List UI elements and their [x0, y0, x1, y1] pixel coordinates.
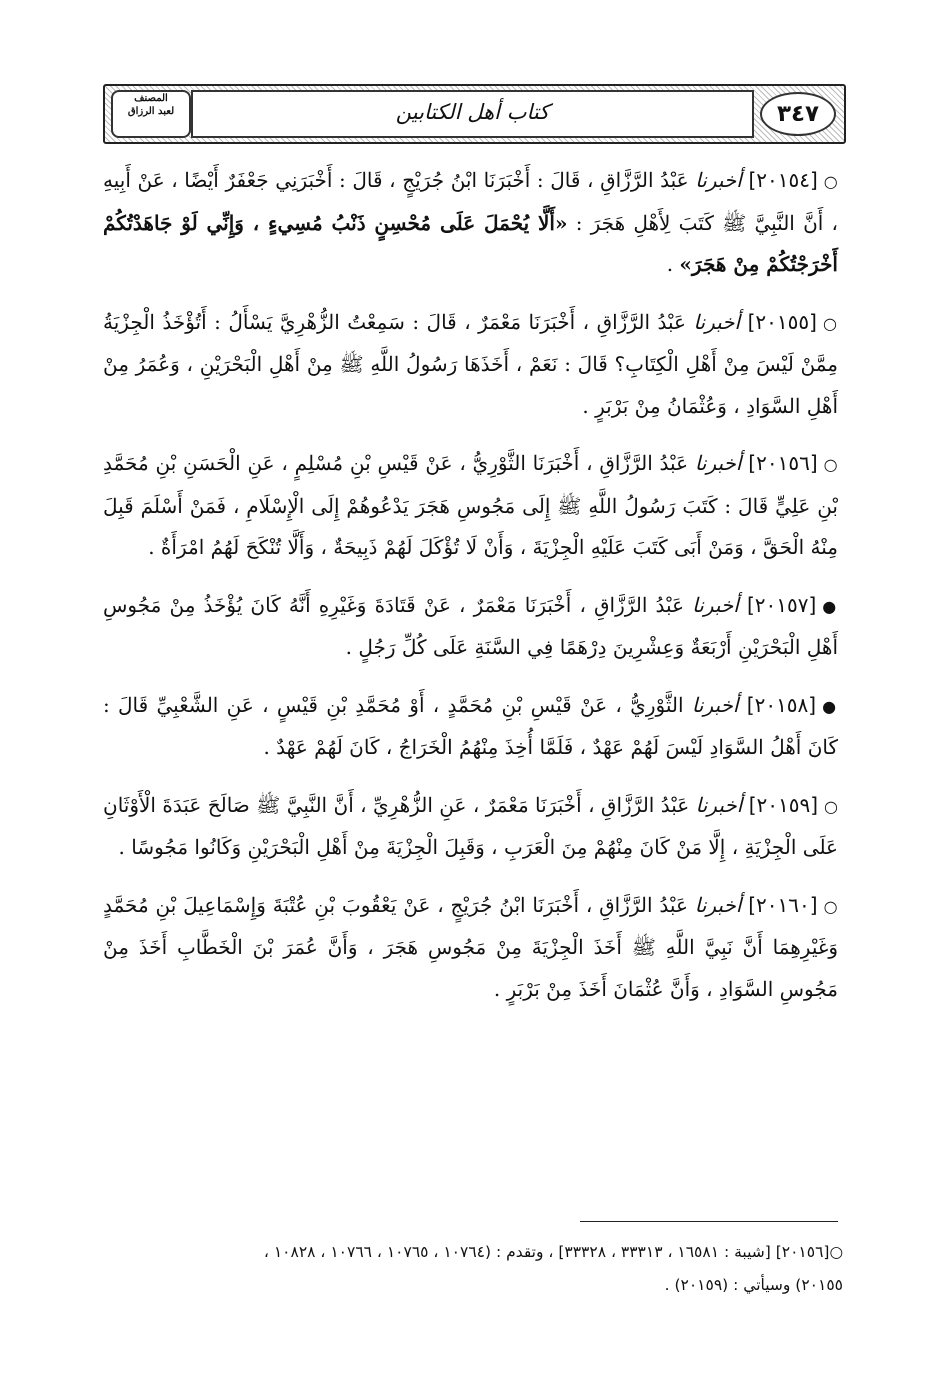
- hadith-number: [٢٠١٥٩]: [748, 792, 819, 817]
- hadith-marker: ○: [823, 172, 839, 191]
- hadith-quote: «أَلَّا يُحْمَلَ عَلَى مُحْسِنٍ ذَنْبُ مُسِيءٍ ، وَإِنِّي لَوْ جَاهَدْتُكُمْ أَخْرَجْتُكُمْ مِنْ هَجَرَ»: [103, 210, 838, 276]
- hadith-20155: [103, 302, 838, 428]
- hadith-20160: [103, 885, 838, 1011]
- hadith-20154: [103, 160, 838, 286]
- hadith-text: الثَّوْرِيُّ ، عَنْ قَيْسِ بْنِ مُحَمَّدٍ ، أَوْ مُحَمَّدِ بْنِ قَيْسٍ ، عَنِ الشَّعْبِيِّ قَالَ : كَانَ أَهْلُ السَّوَادِ لَيْسَ لَهُمْ عَهْدٌ ، فَلَمَّا أُخِذَ مِنْهُمُ الْخَرَاجُ ، كَانَ لَهُمْ عَهْدٌ .: [103, 692, 838, 759]
- hadith-text: عَبْدُ الرَّزَّاقِ ، أَخْبَرَنَا مَعْمَرٌ ، عَنْ قَتَادَةَ وَغَيْرِهِ أَنَّهُ كَانَ يُؤْخَذُ مِنْ مَجُوسِ أَهْلِ الْبَحْرَيْنِ أَرْبَعَةٌ وَعِشْرِينَ دِرْهَمًا فِي السَّنَةِ عَلَى كُلِّ رَجُلٍ .: [103, 592, 838, 659]
- hadith-marker: ●: [822, 696, 839, 716]
- akhbarana-word: أخبرنا: [692, 592, 739, 617]
- hadith-marker: ○: [823, 896, 839, 916]
- footnote-divider: [580, 1221, 838, 1222]
- akhbarana-word: أخبرنا: [695, 168, 742, 192]
- hadith-text: عَبْدُ الرَّزَّاقِ ، أَخْبَرَنَا مَعْمَرٌ ، قَالَ : سَمِعْتُ الزُّهْرِيَّ يَسْأَلُ : أَتُؤْخَذُ الْجِزْيَةُ مِمَّنْ لَيْسَ مِنْ أَهْلِ الْكِتَابِ؟ قَالَ : نَعَمْ ، أَخَذَهَا رَسُولُ اللَّهِ ﷺ مِنْ أَهْلِ الْبَحْرَيْنِ ، وَعُمَرُ مِنْ أَهْلِ السَّوَادِ ، وَعُثْمَانُ مِنْ بَرْبَرٍ .: [103, 309, 838, 418]
- akhbarana-word: أخبرنا: [694, 892, 742, 917]
- akhbarana-word: أخبرنا: [695, 792, 743, 817]
- hadith-number: [٢٠١٥٦]: [748, 451, 818, 475]
- header-title-panel: [191, 90, 754, 138]
- logo-line-1: المصنف: [134, 93, 168, 104]
- hadith-number: [٢٠١٥٤]: [748, 168, 818, 192]
- hadith-text: عَبْدُ الرَّزَّاقِ ، أَخْبَرَنَا مَعْمَرٌ ، عَنِ الزُّهْرِيِّ ، أَنَّ النَّبِيَّ ﷺ صَالَحَ عَبَدَةَ الْأَوْثَانِ عَلَى الْجِزْيَةِ ، إِلَّا مَنْ كَانَ مِنْهُمْ مِنَ الْعَرَبِ ، وَقَبِلَ الْجِزْيَةَ مِنْ أَهْلِ الْبَحْرَيْنِ وَكَانُوا مَجُوسًا .: [103, 792, 838, 859]
- hadith-number: [٢٠١٥٥]: [747, 309, 817, 334]
- hadith-text: عَبْدُ الرَّزَّاقِ ، قَالَ : أَخْبَرَنَا ابْنُ جُرَيْجٍ ، قَالَ : أَخْبَرَنِي جَعْفَرٌ أَيْضًا ، عَنْ أَبِيهِ ، أَنَّ النَّبِيَّ ﷺ كَتَبَ لِأَهْلِ هَجَرَ :: [103, 168, 838, 235]
- akhbarana-word: أخبرنا: [691, 692, 739, 717]
- hadith-text: عَبْدُ الرَّزَّاقِ ، أَخْبَرَنَا ابْنُ جُرَيْجٍ ، عَنْ يَعْقُوبَ بْنِ عُتْبَةَ وَإِسْمَاعِيلَ بْنِ مُحَمَّدٍ وَغَيْرِهِمَا أَنَّ نَبِيَّ اللَّهِ ﷺ أَخَذَ الْجِزْيَةَ مِنْ مَجُوسِ هَجَرَ ، وَأَنَّ عُمَرَ بْنَ الْخَطَّابِ أَخَذَ مِنْ مَجُوسِ السَّوَادِ ، وَأَنَّ عُثْمَانَ أَخَذَ مِنْ بَرْبَرٍ .: [103, 892, 838, 1001]
- page-number: ٣٤٧: [760, 92, 836, 136]
- hadith-marker: ○: [823, 455, 839, 474]
- running-header: [103, 84, 846, 144]
- footnote-line-1: ○[٢٠١٥٦] [شيبة : ١٦٥٨١ ، ٣٣٣١٣ ، ٣٣٣٢٨] ، وتقدم : (١٠٧٦٤ ، ١٠٧٦٥ ، ١٠٧٦٦ ، ١٠٨٢٨ ،: [263, 1243, 843, 1261]
- book-logo: [111, 90, 191, 138]
- hadith-tail: .: [666, 252, 680, 276]
- header-title: كتاب أهل الكتابين: [395, 100, 550, 124]
- hadith-number: [٢٠١٥٧]: [746, 592, 817, 617]
- footnote-line-2: ٢٠١٥٥) وسيأتي : (٢٠١٥٩) .: [664, 1276, 843, 1294]
- hadith-text: عَبْدُ الرَّزَّاقِ ، أَخْبَرَنَا الثَّوْرِيُّ ، عَنْ قَيْسِ بْنِ مُسْلِمٍ ، عَنِ الْحَسَنِ بْنِ مُحَمَّدِ بْنِ عَلِيٍّ قَالَ : كَتَبَ رَسُولُ اللَّهِ ﷺ إِلَى مَجُوسِ هَجَرَ يَدْعُوهُمْ إِلَى الْإِسْلَامِ ، فَمَنْ أَسْلَمَ قَبِلَ مِنْهُ الْحَقَّ ، وَمَنْ أَبَى كَتَبَ عَلَيْهِ الْجِزْيَةَ ، وَأَنْ لَا تُؤْكَلَ لَهُمْ ذَبِيحَةٌ ، وَأَلَّا تُنْكَحَ لَهُمُ امْرَأَةٌ .: [103, 451, 838, 559]
- footnote: [103, 1236, 843, 1302]
- akhbarana-word: أخبرنا: [693, 309, 741, 334]
- hadith-20157: [103, 585, 838, 669]
- hadith-number: [٢٠١٦٠]: [748, 892, 818, 917]
- hadith-marker: ○: [824, 796, 839, 816]
- hadith-20159: [103, 785, 838, 869]
- main-text: [103, 160, 838, 1026]
- akhbarana-word: أخبرنا: [694, 451, 742, 475]
- hadith-number: [٢٠١٥٨]: [746, 692, 817, 717]
- logo-line-2: لعبد الرزاق: [127, 106, 175, 117]
- hadith-marker: ●: [822, 596, 839, 616]
- hadith-20156: [103, 443, 838, 569]
- hadith-20158: [103, 685, 838, 769]
- hadith-marker: ○: [822, 313, 839, 333]
